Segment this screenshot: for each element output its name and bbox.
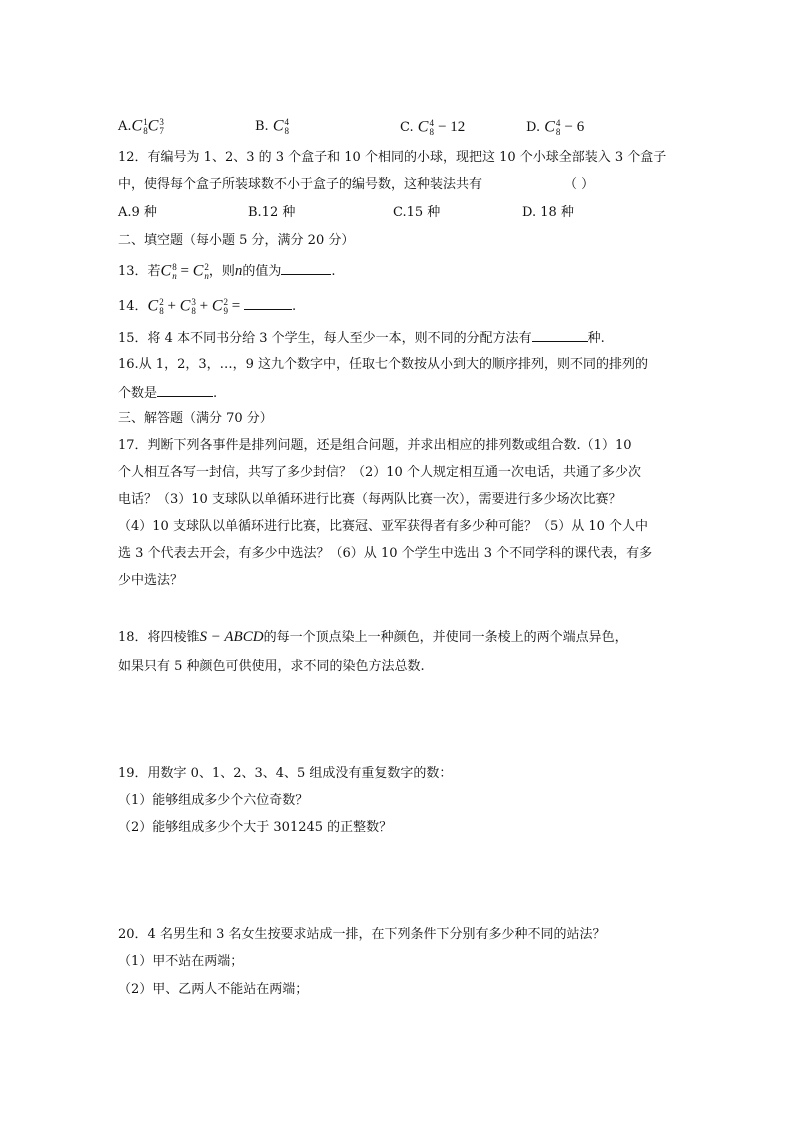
- q19-line-2: （1）能够组成多少个六位奇数？: [118, 793, 309, 808]
- q12-option-c: C.15 种: [393, 205, 441, 220]
- q16-line-1: 16.从 1，2，3，…，9 这九个数字中，任取七个数按从小到大的顺序排列，则不同的排列的: [118, 357, 649, 372]
- q17-line-2: 个人相互各写一封信，共写了多少封信？（2）10 个人规定相互通一次电话，共通了多少次: [118, 465, 641, 480]
- combination-c8-1: C 1 8: [131, 116, 148, 136]
- q11-option-c: C. C 4 8 − 12: [400, 117, 466, 137]
- pyramid-name: S − ABCD: [199, 629, 264, 645]
- combination-c8-4: C 4 8: [272, 116, 289, 136]
- q11-option-d: D. C 4 8 − 6: [526, 117, 585, 137]
- answer-blank[interactable]: [244, 295, 292, 310]
- combination-c8-4: C 4 8: [544, 117, 561, 137]
- combination-cn-2: C 2 n: [192, 261, 209, 281]
- answer-blank[interactable]: [157, 382, 213, 397]
- combination-c9-2: C 2 9: [211, 296, 228, 316]
- q17-line-4: （4）10 支球队以单循环进行比赛，比赛冠、亚军获得者有多少种可能？（5）从 10 个人中: [118, 519, 649, 534]
- combination-c8-4: C 4 8: [417, 117, 434, 137]
- q11-option-a: A.C 1 8 C 3 7: [118, 116, 164, 136]
- combination-c8-3: C 3 8: [179, 296, 196, 316]
- q17-line-3: 电话？（3）10 支球队以单循环进行比赛（每两队比赛一次），需要进行多少场次比赛？: [118, 492, 622, 507]
- q17-line-5: 选 3 个代表去开会，有多少中选法？（6）从 10 个学生中选出 3 个不同学科的课代表，有多: [118, 546, 653, 561]
- q12-option-a: A.9 种: [118, 205, 157, 220]
- q20-line-2: （1）甲不站在两端；: [118, 954, 244, 969]
- q12-option-b: B.12 种: [248, 205, 296, 220]
- answer-blank[interactable]: [532, 327, 588, 342]
- q18-line-2: 如果只有 5 种颜色可供使用，求不同的染色方法总数.: [118, 659, 425, 674]
- q20-line-1: 20．4 名男生和 3 名女生按要求站成一排，在下列条件下分别有多少种不同的站法？: [118, 927, 606, 942]
- q13: 13．若C 8 n = C 2 n ，则n的值为 .: [118, 261, 336, 281]
- answer-parentheses: （ ）: [564, 177, 595, 192]
- q14: 14．C 2 8 + C 3 8 + C 2 9 = .: [118, 296, 297, 316]
- q17-line-1: 17．判断下列各事件是排列问题，还是组合问题，并求出相应的排列数或组合数.（1）10: [118, 438, 632, 453]
- q15: 15．将 4 本不同书分给 3 个学生，每人至少一本，则不同的分配方法有 种.: [118, 327, 605, 347]
- q12-line-2: 中，使得每个盒子所装球数不小于盒子的编号数，这种装法共有 （ ）: [118, 175, 482, 195]
- q12-option-d: D. 18 种: [522, 205, 574, 220]
- combination-c7-3: C 3 7: [147, 116, 164, 136]
- q17-line-6: 少中选法？: [118, 573, 184, 588]
- q12-line-1: 12．有编号为 1、2、3 的 3 个盒子和 10 个相同的小球，现把这 10 个小球全部装入 3 个盒子: [118, 150, 667, 165]
- answer-blank[interactable]: [281, 260, 331, 275]
- q18-line-1: 18．将四棱锥S − ABCD的每一个顶点染上一种颜色，并使同一条棱上的两个端点异色，: [118, 629, 628, 645]
- q19-line-1: 19．用数字 0、1、2、3、4、5 组成没有重复数字的数：: [118, 766, 453, 781]
- q19-line-3: （2）能够组成多少个大于 301245 的正整数？: [118, 820, 393, 835]
- q11-option-b: B. C 4 8: [255, 116, 289, 136]
- q16-line-2: 个数是 .: [118, 382, 217, 402]
- combination-cn-8: C 8 n: [160, 261, 177, 281]
- section-2-heading: 二、填空题（每小题 5 分，满分 20 分）: [118, 233, 355, 248]
- section-3-heading: 三、解答题（满分 70 分）: [118, 411, 273, 426]
- q20-line-3: （2）甲、乙两人不能站在两端；: [118, 982, 309, 997]
- combination-c8-2: C 2 8: [147, 296, 164, 316]
